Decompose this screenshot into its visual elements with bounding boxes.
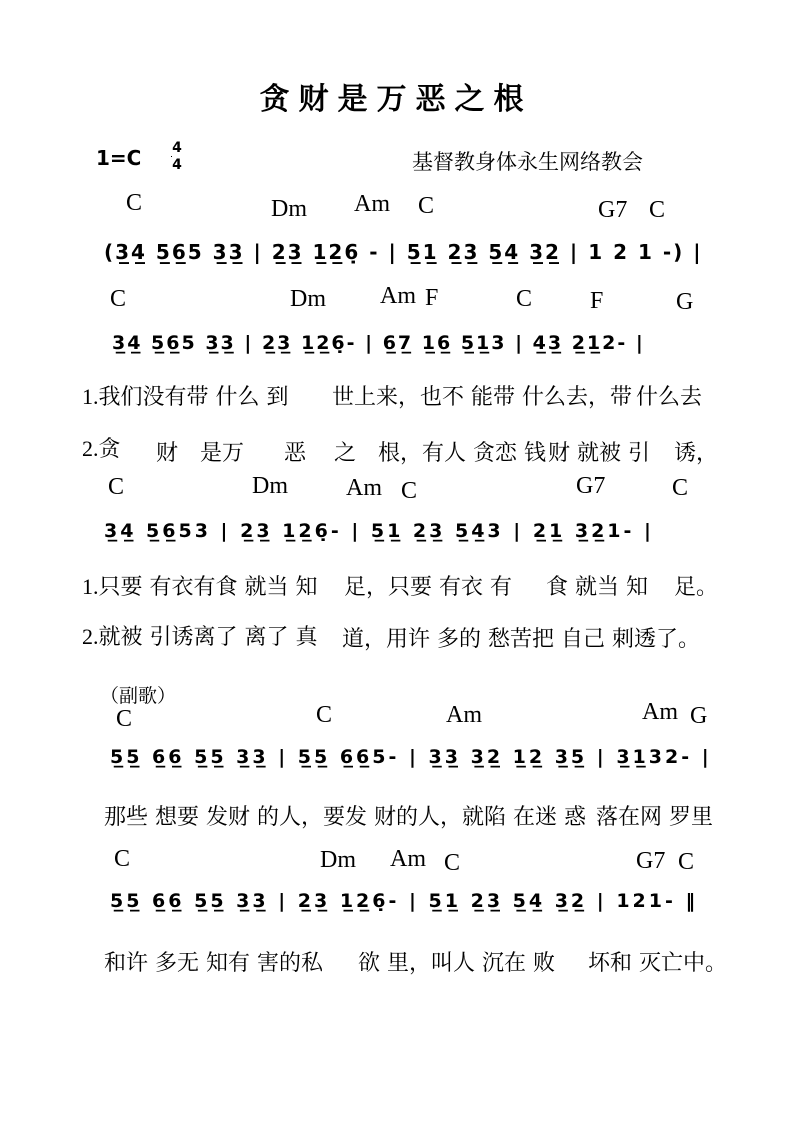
lyric-verse-1: 什么去 (636, 385, 703, 410)
lyric-verse-2: 2.就被 引诱离了 离了 真 (82, 624, 318, 650)
chord: C (444, 850, 461, 876)
source-credit: 基督教身体永生网络教会 (412, 150, 643, 174)
chord: G7 (598, 197, 628, 223)
lyric-verse-2: 道，用许 多的 愁苦把 自己 刺透了。 (342, 627, 700, 652)
chord: G7 (576, 473, 606, 499)
lyric-verse-1: 足，只要 有衣 有 (344, 575, 512, 600)
chord: C (108, 474, 125, 500)
chord: F (425, 285, 439, 311)
chord: G (676, 289, 694, 315)
lyric-verse-2: 恶 (284, 441, 307, 466)
lyric-chorus: 和许 多无 知有 害的私 (104, 951, 323, 976)
chord: Am (346, 475, 382, 501)
time-signature-top: 4 (172, 140, 182, 156)
chord: C (418, 193, 435, 219)
lyric-chorus: 那些 想要 发财 的人，要发 财的人，就陷 在迷 惑 (104, 805, 586, 830)
lyric-chorus: 坏和 灭亡中。 (588, 951, 727, 976)
key-signature: 1=C (96, 146, 142, 170)
time-signature-bottom: 4 (172, 157, 182, 173)
chord: F (590, 288, 604, 314)
lyric-chorus: 落在网 罗里 (596, 805, 713, 830)
notation-line: 5̲5̲ 6̲6̲ 5̲5̲ 3̲3̲ | 5̲5̲ 6̲6̲5- | 3̲3̲ 3̲2̲ 1̲2̲ 3̲5̲ | 3̲1̲32- | (110, 746, 712, 768)
chord: Dm (320, 847, 356, 873)
lyric-verse-2: 之 (334, 441, 357, 466)
chord: C (516, 286, 533, 312)
lyric-verse-2: 是万 (200, 441, 245, 466)
chord: G (690, 703, 708, 729)
chord: Dm (252, 473, 288, 499)
lyric-verse-1: 食 就当 知 (546, 575, 648, 600)
notation-line: 3̲4̲ 5̲6̲53 | 2̲3̲ 1̲2̲6̣- | 5̲1̲ 2̲3̲ 5̲4̲3 | 2̲1̲ 3̲2̲1- | (104, 520, 654, 542)
lyric-verse-2: 2.贪 (82, 436, 121, 462)
chord: C (649, 197, 666, 223)
chord: C (126, 190, 143, 216)
chord: C (672, 475, 689, 501)
chorus-label: （副歌） (100, 685, 177, 707)
chord: C (116, 706, 133, 732)
chord: C (401, 478, 418, 504)
page-title: 贪财是万恶之根 (259, 82, 533, 117)
lyric-verse-2: 诱， (674, 441, 719, 466)
chord: Am (354, 191, 390, 217)
lyric-verse-2: 根，有人 贪恋 钱 (378, 441, 546, 466)
chord: Dm (271, 196, 307, 222)
notation-line: 3̲4̲ 5̲6̲5 3̲3̲ | 2̲3̲ 1̲2̲6̣- | 6̲7̲ 1̲6̲ 5̲1̲3 | 4̲3̲ 2̲1̲2- | (112, 332, 645, 354)
chord: Am (642, 699, 678, 725)
lyric-verse-1: 世上来，也不 能带 什么去，带 (332, 385, 632, 410)
lyric-verse-1: 1.只要 有衣有食 就当 知 (82, 574, 318, 600)
lyric-verse-1: 1.我们没有带 什么 到 (82, 384, 289, 410)
chord: C (114, 846, 131, 872)
notation-line: 5̲5̲ 6̲6̲ 5̲5̲ 3̲3̲ | 2̲3̲ 1̲2̲6̣- | 5̲1̲ 2̲3̲ 5̲4̲ 3̲2̲ | 121- ‖ (110, 890, 698, 912)
lyric-verse-2: 财 (156, 441, 179, 466)
chord: C (678, 849, 695, 875)
chord: C (110, 286, 127, 312)
lyric-verse-2: 财 就被 引 (548, 441, 650, 466)
chord: Am (446, 702, 482, 728)
time-signature (170, 140, 184, 173)
chord: Dm (290, 286, 326, 312)
chord: Am (390, 846, 426, 872)
lyric-chorus: 欲 里，叫人 沉在 败 (358, 951, 555, 976)
chord: Am (380, 283, 416, 309)
notation-line: (3̲4̲ 5̲6̲5 3̲3̲ | 2̲3̲ 1̲2̲6̣ - | 5̲1̲ 2̲3̲ 5̲4̲ 3̲2̲ | 1 2 1 -) | (104, 240, 703, 264)
chord: C (316, 702, 333, 728)
chord: G7 (636, 848, 666, 874)
lyric-verse-1: 足。 (674, 575, 719, 600)
